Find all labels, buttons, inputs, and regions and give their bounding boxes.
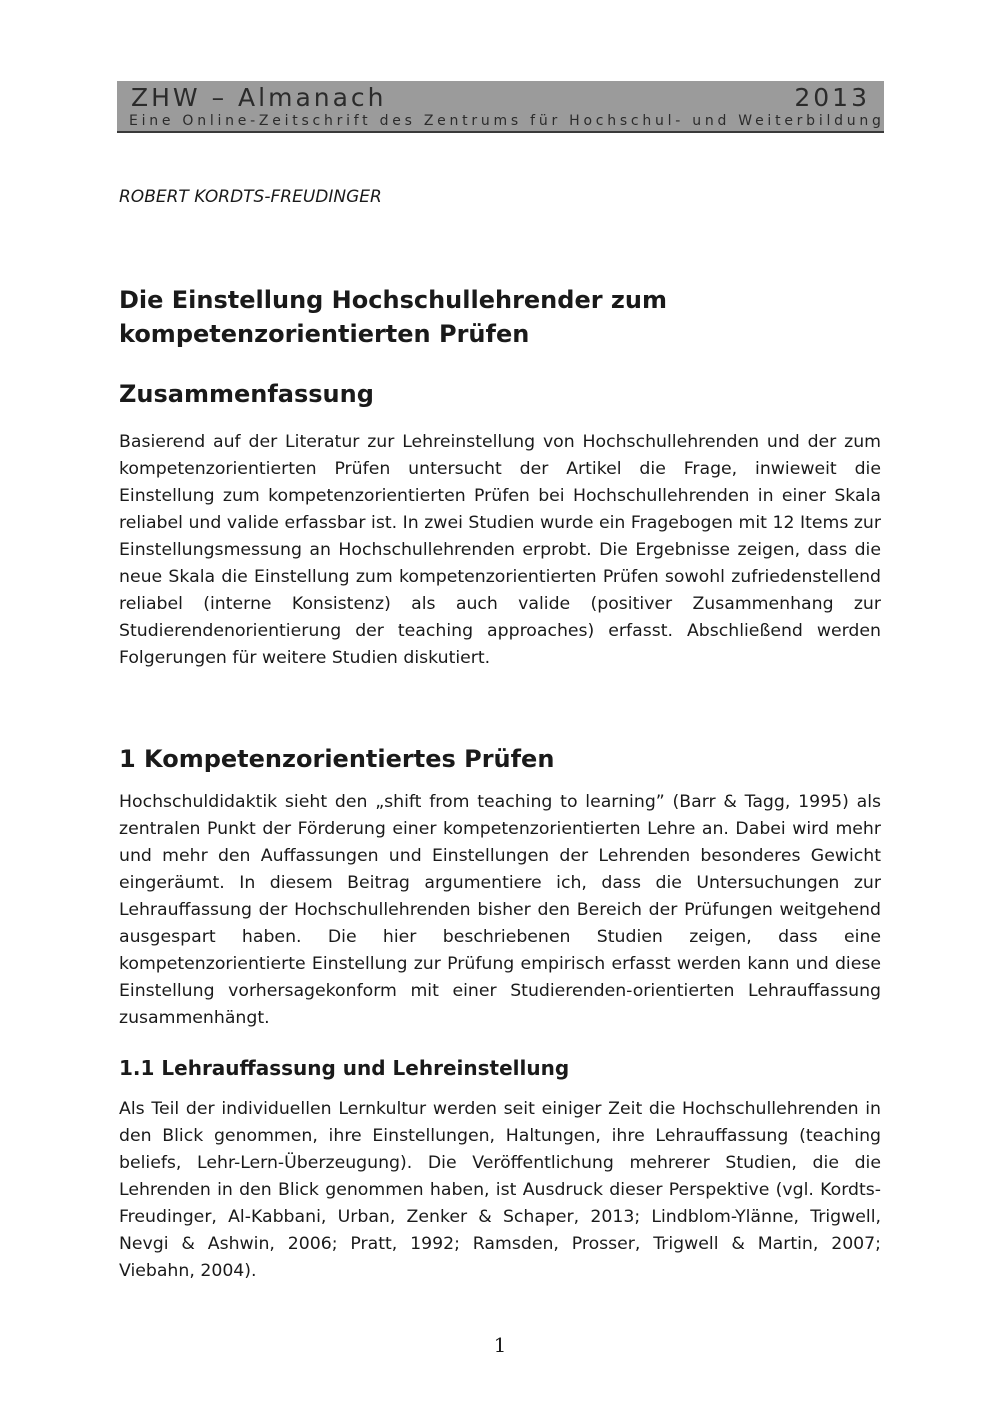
section-1-1-text: Als Teil der individuellen Lernkultur werden seit einiger Zeit die Hochschullehrenden in den Blick genommen, ihre Einstellungen, Haltungen, ihre Lehrauffassung (teaching beliefs, Lehr-Lern-Überzeugung). Die Veröffentlichung mehrerer Studien, die die Lehrenden in den Blick genommen haben, ist Ausdruck dieser Perspektive (vgl. Kordts-Freudinger, Al-Kabbani, Urban, Zenker & Schaper, 2013; Lindblom-Ylänne, Trigwell, Nevgi & Ashwin, 2006; Pratt, 1992; Ramsden, Prosser, Trigwell & Martin, 2007; Viebahn, 2004). bbox=[119, 1099, 881, 1281]
journal-year: 2013 bbox=[794, 83, 870, 112]
abstract-text: Basierend auf der Literatur zur Lehreinstellung von Hochschullehrenden und der zum kompetenzorientierten Prüfen untersucht der Artikel die Frage, inwieweit die Einstellung zum kompetenzorientierten Prüfen bei Hochschullehrenden in einer Skala reliabel und valide erfassbar ist. In zwei Studien wurde ein Fragebogen mit 12 Items zur Einstellungsmessung an Hochschullehrenden erprobt. Die Ergebnisse zeigen, dass die neue Skala die Einstellung zum kompetenzorientierten Prüfen sowohl zufriedenstellend reliabel (interne Konsistenz) als auch valide (positiver Zusammenhang zur Studierendenorientierung der teaching approaches) erfasst. Abschließend werden Folgerungen für weitere Studien diskutiert. bbox=[119, 432, 881, 668]
section-1-text: Hochschuldidaktik sieht den „shift from teaching to learning” (Barr & Tagg, 1995) als zentralen Punkt der Förderung einer kompetenzorientierten Lehre an. Dabei wird mehr und mehr den Auffassungen und Einstellungen der Lehrenden besonderes Gewicht eingeräumt. In diesem Beitrag argumentiere ich, dass die Untersuchungen zur Lehrauffassung der Hochschullehrenden bisher den Bereich der Prüfungen weitgehend ausgespart haben. Die hier beschriebenen Studien zeigen, dass eine kompetenzorientierte Einstellung zur Prüfung empirisch erfasst werden kann und diese Einstellung vorhersagekonform mit einer Studierenden-orientierten Lehrauffassung zusammenhängt. bbox=[119, 792, 881, 1028]
section-1-1-heading: 1.1 Lehrauffassung und Lehreinstellung bbox=[119, 1056, 570, 1080]
article-title: Die Einstellung Hochschullehrender zum kompetenzorientierten Prüfen bbox=[119, 286, 667, 348]
page-number: 1 bbox=[493, 1333, 507, 1357]
journal-header bbox=[117, 81, 884, 133]
journal-title: ZHW – Almanach bbox=[131, 83, 387, 112]
author-name: ROBERT KORDTS-FREUDINGER bbox=[119, 187, 382, 207]
section-1-heading: 1 Kompetenzorientiertes Prüfen bbox=[119, 745, 555, 773]
journal-subtitle: Eine Online-Zeitschrift des Zentrums für Hochschul- und Weiterbildung bbox=[129, 113, 885, 129]
abstract-heading: Zusammenfassung bbox=[119, 380, 374, 408]
